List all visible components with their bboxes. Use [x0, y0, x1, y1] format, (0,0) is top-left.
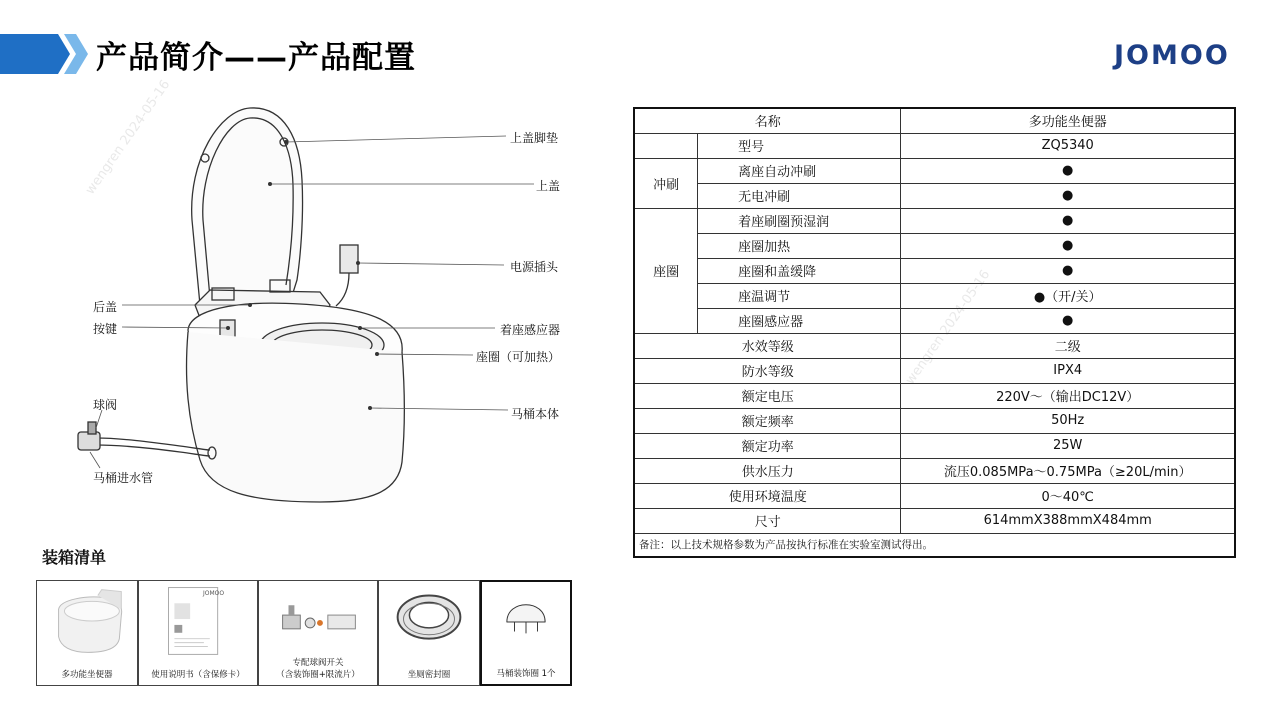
header-accent-bar — [0, 34, 90, 74]
watermark: wengren 2024-05-16 — [82, 77, 174, 198]
packing-item-label: 坐厕密封圈 — [407, 670, 451, 680]
spec-row: 座圈和盖缓降 ● — [634, 258, 1235, 283]
spec-row: 座温调节 ●（开/关） — [634, 283, 1235, 308]
spec-row: 座圈加热 ● — [634, 233, 1235, 258]
spec-header-value: 多功能坐便器 — [901, 108, 1235, 133]
seal-ring-thumbnail — [379, 581, 479, 659]
product-diagram — [60, 100, 600, 530]
label-power-plug: 电源插头 — [510, 260, 559, 274]
deco-ring-thumbnail — [482, 582, 570, 660]
packing-item-toilet — [36, 580, 138, 686]
spec-group-label: 座圈 — [634, 208, 698, 333]
packing-item-seal-ring — [378, 580, 480, 686]
spec-header-name: 名称 — [634, 108, 901, 133]
packing-item-ball-valve — [258, 580, 378, 686]
spec-row: 额定功率 25W — [634, 433, 1235, 458]
spec-row: 无电冲刷 ● — [634, 183, 1235, 208]
label-rear-cover: 后盖 — [93, 300, 118, 314]
ball-valve-thumbnail — [259, 581, 377, 659]
packing-item-label: 多功能坐便器 — [61, 670, 113, 680]
packing-item-deco-ring — [480, 580, 572, 686]
packing-item-label: 马桶装饰圈 1个 — [496, 669, 556, 679]
spec-note-row — [634, 533, 1235, 557]
spec-group-label: 冲刷 — [634, 158, 698, 208]
watermark: wengren 2024-05-16 — [902, 267, 994, 388]
spec-row: 型号 ZQ5340 — [634, 133, 1235, 158]
manual-brand-text: JOMOO — [203, 590, 225, 597]
label-seat-sensor: 着座感应器 — [500, 323, 561, 337]
packing-item-label: 专配球阀开关 （含装饰圈+限流片） — [276, 658, 360, 680]
spec-row: 使用环境温度 0～40℃ — [634, 483, 1235, 508]
spec-row: 尺寸 614mmX388mmX484mm — [634, 508, 1235, 533]
spec-row: 冲刷 离座自动冲刷 ● — [634, 158, 1235, 183]
spec-table — [633, 107, 1236, 558]
toilet-line-drawing — [60, 100, 600, 530]
label-seat: 座圈（可加热） — [476, 350, 561, 364]
spec-row: 额定电压 220V～（输出DC12V） — [634, 383, 1235, 408]
packing-list-title: 装箱清单 — [42, 548, 107, 567]
spec-row: 水效等级 二级 — [634, 333, 1235, 358]
label-lid-pad: 上盖脚垫 — [510, 131, 559, 145]
spec-row: 供水压力 流压0.085MPa～0.75MPa（≥20L/min） — [634, 458, 1235, 483]
page-title: 产品简介——产品配置 — [96, 40, 416, 76]
spec-row: 座圈感应器 ● — [634, 308, 1235, 333]
packing-item-label: 使用说明书（含保修卡） — [151, 670, 245, 680]
label-inlet-pipe: 马桶进水管 — [93, 471, 154, 485]
label-ball-valve: 球阀 — [93, 398, 118, 412]
spec-header-row — [634, 108, 1235, 133]
spec-row: 额定频率 50Hz — [634, 408, 1235, 433]
label-button: 按键 — [93, 322, 118, 336]
label-lid: 上盖 — [536, 179, 561, 193]
spec-note: 备注：以上技术规格参数为产品按执行标准在实验室测试得出。 — [634, 533, 1235, 557]
packing-item-manual — [138, 580, 258, 686]
jomoo-logo: JOMOO — [1114, 40, 1230, 71]
toilet-thumbnail — [37, 581, 137, 659]
manual-thumbnail — [139, 581, 257, 659]
spec-row: 防水等级 IPX4 — [634, 358, 1235, 383]
label-body: 马桶本体 — [511, 407, 560, 421]
spec-row: 座圈 着座刷圈预湿润 ● — [634, 208, 1235, 233]
